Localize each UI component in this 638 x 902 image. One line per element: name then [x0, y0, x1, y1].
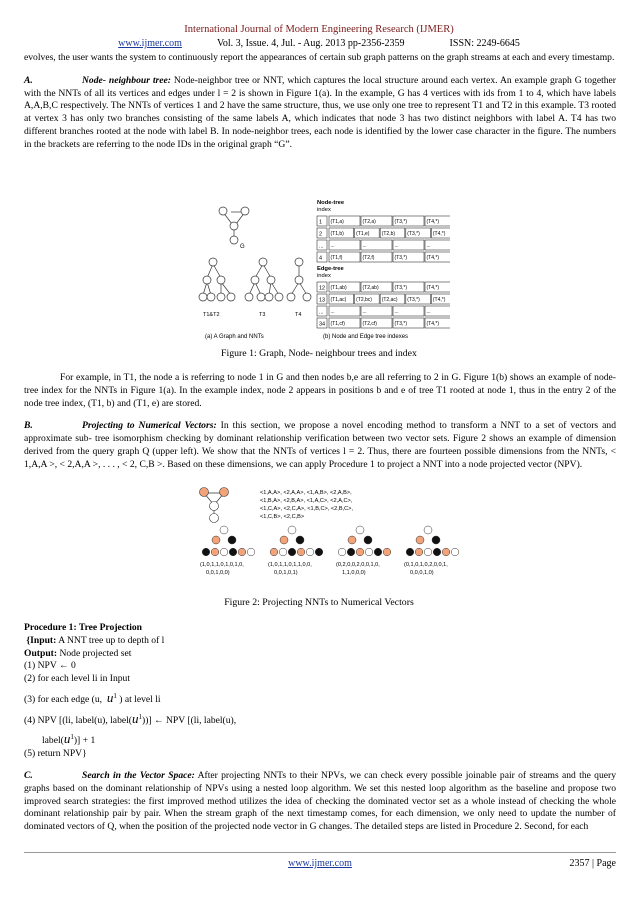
edge-tree-index-entry: (T1,ab): [330, 285, 347, 292]
edge-tree-index-id: 34: [319, 321, 326, 328]
procedure-step-3: (3) for each edge (u, $u^1$ ) at level li: [24, 690, 161, 706]
edge-tree-index-entry: ...: [330, 309, 335, 316]
graph-g-label: G: [240, 244, 245, 250]
node-tree-index-entry: (T4,*): [426, 255, 439, 262]
nnt-level-1-node: [348, 536, 356, 544]
nnt-level-2-node: [424, 548, 432, 556]
node-tree-index-entry: ...: [362, 243, 367, 250]
nnt-level-2-node: [356, 548, 364, 556]
node-tree-index-title: Node-tree: [317, 200, 345, 206]
edge-tree-index-entry: (T2,ab): [362, 285, 379, 292]
tree-label-t1-t2: T1&T2: [203, 312, 220, 318]
journal-meta: [0, 38, 638, 49]
nnt-level-1-node: [228, 536, 236, 544]
projected-vector-line-2: 0,0,1,0,0): [206, 570, 230, 576]
section-a-block: [24, 52, 616, 152]
projected-vector-line-1: (0,2,0,0,2,0,0,1,0,: [336, 562, 380, 568]
procedure-title: Procedure 1: Tree Projection: [24, 622, 143, 633]
node-tree-index-sub: index: [317, 207, 331, 213]
figure-1b-subcaption: (b) Node and Edge tree indexes: [323, 334, 409, 340]
nnt-level-2-node: [288, 548, 296, 556]
edge-tree-index-entry: (T1,ac): [330, 297, 347, 304]
edge-tree-index-entry: (T3,*): [407, 297, 420, 304]
node-tree-index-entry: (T1,f): [330, 255, 343, 262]
edge-tree-index-entry: ...: [426, 309, 431, 316]
node-tree-index-entry: (T2,f): [362, 255, 375, 262]
paragraph-2: For example, in T1, the node a is referring to node 1 in G and then nodes b,e are all referring to 2 in G. Figure 1(b) shows an example of node-tree index for the NNTs in Figure 1(a). In the example index, node 2 appears in positions b and e of tree T1 rooted at node 1, thus in the entry 2 of the node tree index, (T1, b) and (T1, e) are stored.: [24, 372, 616, 409]
nnt-level-2-node: [315, 548, 323, 556]
nnt-level-2-node: [365, 548, 373, 556]
nnt-level-2-node: [306, 548, 314, 556]
node-tree-index-entry: ...: [330, 243, 335, 250]
nnt-level-2-node: [442, 548, 450, 556]
section-c-heading: C. Search in the Vector Space:: [24, 770, 195, 781]
nnt-level-2-node: [433, 548, 441, 556]
edge-tree-index-entry: (T4,*): [426, 285, 439, 292]
edge-tree-index-entry: ...: [362, 309, 367, 316]
nnt-level-2-node: [451, 548, 459, 556]
procedure-step-5: (5) return NPV}: [24, 747, 87, 759]
nnt-level-2-node: [229, 548, 237, 556]
section-a-heading: A. Node- neighbour tree:: [24, 74, 171, 86]
journal-volume: Vol. 3, Issue. 4, Jul. - Aug. 2013 pp-2356-2359: [216, 38, 405, 49]
procedure-output: Output: Node projected set: [24, 647, 132, 659]
tree-label-t3: T3: [259, 312, 266, 318]
edge-tree-index-entry: (T2,ac): [381, 297, 398, 304]
nnt-level-2-node: [415, 548, 423, 556]
nnt-level-2-node: [338, 548, 346, 556]
nnt-level-1-node: [364, 536, 372, 544]
node-tree-index-entry: (T4,*): [432, 231, 446, 238]
section-b-block: [24, 372, 616, 472]
node-tree-index-entry: (T2,b): [381, 231, 396, 238]
edge-tree-index-sub: index: [317, 273, 331, 279]
nnt-level-2-node: [270, 548, 278, 556]
nnt-level-2-node: [374, 548, 382, 556]
procedure-step-2: (2) for each level li in Input: [24, 673, 131, 685]
edge-tree-index-entry: (T2,bc): [356, 297, 372, 304]
edge-tree-index-id: ...: [319, 309, 324, 316]
node-tree-index-entry: (T1,a): [330, 219, 344, 226]
projected-vector-line-2: 0,0,0,1,0): [410, 570, 434, 576]
nnt-level-1-node: [212, 536, 220, 544]
edge-tree-index-id: 12: [319, 285, 326, 292]
edge-tree-index-entry: (T4,*): [432, 297, 446, 304]
node-tree-index-id: 4: [319, 255, 323, 262]
journal-title: International Journal of Modern Engineering Research (IJMER): [184, 24, 454, 35]
figure-2: [196, 486, 472, 578]
edge-tree-index-entry: (T2,cf): [362, 321, 377, 328]
footer-site-link[interactable]: www.ijmer.com: [288, 858, 352, 869]
projected-vector-line-1: (1,0,1,1,0,1,0,1,0,: [200, 562, 244, 568]
nnt-level-2-node: [238, 548, 246, 556]
procedure-step-4-cont: $label(u^1)] + 1$: [42, 731, 96, 747]
intro-paragraph: evolves, the user wants the system to continuously report the appearances of certain sub graph patterns on the graph streams at each and every timestamp.: [24, 52, 615, 63]
node-tree-index-entry: ...: [394, 243, 399, 250]
section-b-heading: B. Projecting to Numerical Vectors:: [24, 420, 217, 432]
node-tree-index-entry: (T3,*): [394, 219, 407, 226]
edge-tree-index-entry: ...: [394, 309, 399, 316]
dimension-line: <1,B,A>, <2,B,A>, <1,A,C>, <2,A,C>,: [260, 498, 353, 504]
dimension-line: <1,C,B>, <2,C,B>: [260, 514, 305, 520]
node-tree-index-entry: (T3,*): [394, 255, 407, 262]
nnt-level-2-node: [383, 548, 391, 556]
node-tree-index-entry: (T2,a): [362, 219, 376, 226]
nnt-level-2-node: [220, 548, 228, 556]
dimension-line: <1,A,A>, <2,A,A>, <1,A,B>, <2,A,B>,: [260, 490, 352, 496]
nnt-root-node: [220, 526, 228, 534]
nnt-root-node: [288, 526, 296, 534]
projected-vector-line-2: 1,1,0,0,0): [342, 570, 366, 576]
node-tree-index-entry: (T1,b): [330, 231, 344, 238]
figure-1a-subcaption: (a) A Graph and NNTs: [205, 334, 264, 340]
nnt-level-1-node: [296, 536, 304, 544]
nnt-level-1-node: [280, 536, 288, 544]
procedure-step-1: (1) NPV ← 0: [24, 660, 76, 672]
edge-tree-index-entry: (T3,*): [394, 321, 407, 328]
node-tree-index-entry: ...: [426, 243, 431, 250]
nnt-root-node: [424, 526, 432, 534]
nnt-level-2-node: [279, 548, 287, 556]
edge-tree-index-title: Edge-tree: [317, 266, 344, 272]
section-b-paragraph: B. Projecting to Numerical Vectors: In this section, we propose a novel encoding method to transform a NNT to a set of vectors and approximate sub- tree isomorphism checking by dominant relationship verification between two vector sets. Figure 2 shows an example of dimension derived from the query graph Q (upper left). We show that the NNTs of vertices l = 2. Thus, there are fourteen possible dimensions from the NNTs, < 1,A,A >, < 2,A,A >, . . . , < 2, C,B >. Based on these dimensions, we can apply Procedure 1 to project a NNT into a node projected vector (NPV).: [24, 420, 616, 470]
projected-vector-line-1: (0,1,0,1,0,2,0,0,1,: [404, 562, 448, 568]
procedure-step-4: (4) NPV [(li, label(u), $label(u^1)$)] ← NPV [(li, label(u),: [24, 711, 237, 727]
nnt-level-2-node: [247, 548, 255, 556]
footer-rule: [24, 852, 616, 853]
edge-tree-index-id: 13: [319, 297, 326, 304]
section-c-paragraph: C. Search in the Vector Space: After projecting NNTs to their NPVs, we can check every possible joinable pair of streams and the query graphs based on the dominant relationship of NPVs using a nested loop algorithm. We set this nested loop algorithm as the baseline and propose two improved search strategies: the first improved method utilizes the idea of checking the dominated vector set as a whole instead of checking the whole dominant relationship pair by pair. When the stream graph of the next timestamp comes, for each dimension, we only need to update the number of dominated vectors of Q, when the position of the projected node vector in G changes. The detailed steps are listed in Procedure 2. Second, for each: [24, 770, 617, 833]
nnt-level-1-node: [416, 536, 424, 544]
nnt-level-2-node: [211, 548, 219, 556]
dimension-line: <1,C,A>, <2,C,A>, <1,B,C>, <2,B,C>,: [260, 506, 353, 512]
procedure-input: {Input: A NNT tree up to depth of l: [26, 634, 165, 646]
node-tree-index-entry: (T1,e): [356, 231, 370, 238]
node-tree-index-id: ...: [319, 243, 324, 250]
figure-2-caption: Figure 2: Projecting NNTs to Numerical Vectors: [224, 597, 414, 608]
section-c-block: [24, 770, 616, 834]
nnt-level-2-node: [406, 548, 414, 556]
projected-vector-line-2: 0,0,1,0,1): [274, 570, 298, 576]
edge-tree-index-entry: (T1,cf): [330, 321, 345, 328]
node-tree-index-id: 2: [319, 231, 323, 238]
node-tree-index-id: 1: [319, 219, 323, 226]
footer-page-number: 2357 | Page: [569, 858, 616, 869]
nnt-level-2-node: [297, 548, 305, 556]
journal-site-link[interactable]: www.ijmer.com: [118, 38, 182, 49]
node-tree-index-entry: (T4,*): [426, 219, 439, 226]
node-tree-index-entry: (T3,*): [407, 231, 420, 238]
figure-1-caption: Figure 1: Graph, Node- neighbour trees and index: [221, 348, 417, 359]
nnt-level-2-node: [347, 548, 355, 556]
nnt-level-1-node: [432, 536, 440, 544]
nnt-root-node: [356, 526, 364, 534]
edge-tree-index-entry: (T3,*): [394, 285, 407, 292]
section-a-paragraph: A. Node- neighbour tree: Node-neighbor tree or NNT, which captures the local structure around each vertex. An example graph G together with the NNTs of all its vertices and edges under l = 2 is shown in Figure 1(a). In the example, G has 4 vertices with ids from 1 to 4, which have labels A,A,B,C respectively. The NNTs of vertices 1 and 2 have the same structure, thus, we use only one tree to represent T1 and T2 in this example. T3 rooted at vertex 3 has only two branches consisting of the same labels A, which indicates that node 3 has two distinct neighbors with label A. T4 has two different branches rooted at the node with label B. In node-neighbor trees, each node is identified by the lower case character in the figure. The numbers in the brackets are referring to the node IDs in the original graph “G”.: [24, 74, 617, 150]
procedure-1: [24, 622, 236, 761]
edge-tree-index-entry: (T4,*): [426, 321, 439, 328]
nnt-level-2-node: [202, 548, 210, 556]
projected-vector-line-1: (1,0,1,1,0,1,1,0,0,: [268, 562, 312, 568]
figure-1: [195, 198, 450, 344]
journal-issn: ISSN: 2249-6645: [449, 38, 520, 49]
tree-label-t4: T4: [295, 312, 302, 318]
